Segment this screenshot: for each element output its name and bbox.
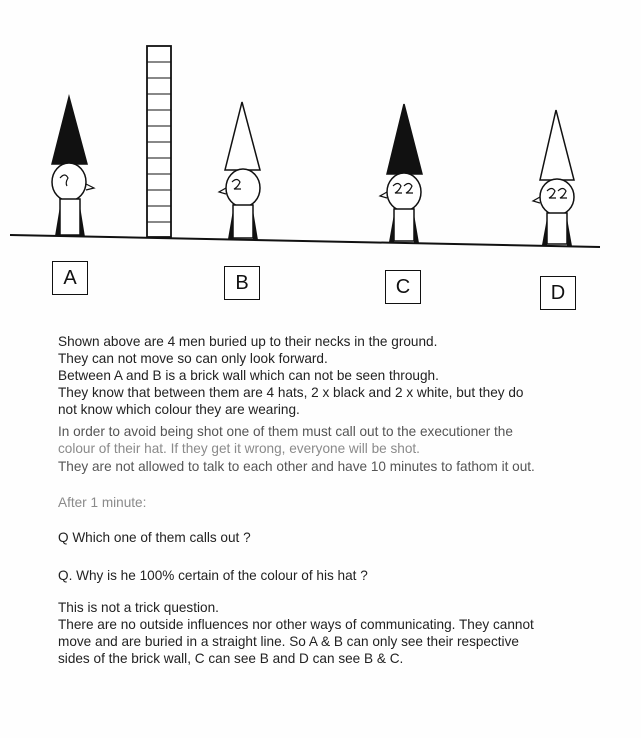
question-2: Q. Why is he 100% certain of the colour of his hat ?	[58, 568, 368, 583]
closing-line-4: sides of the brick wall, C can see B and D can see B & C.	[58, 651, 404, 666]
puzzle-illustration	[0, 0, 641, 310]
hat-a-black	[52, 97, 87, 164]
intro-line-8: They are not allowed to talk to each other and have 10 minutes to fathom it out.	[58, 459, 535, 474]
label-c: C	[385, 270, 421, 304]
intro-line-2: They can not move so can only look forward.	[58, 351, 328, 366]
intro-line-5: not know which colour they are wearing.	[58, 402, 300, 417]
label-a: A	[52, 261, 88, 295]
man-a	[52, 97, 94, 237]
intro-line-7: colour of their hat. If they get it wrong, everyone will be shot.	[58, 441, 420, 456]
intro-line-6: In order to avoid being shot one of them must call out to the executioner the	[58, 424, 513, 439]
intro-line-1: Shown above are 4 men buried up to their necks in the ground.	[58, 334, 438, 349]
man-b	[219, 102, 260, 240]
after-one-minute: After 1 minute:	[58, 495, 147, 510]
ground-line	[10, 235, 600, 247]
hat-d-white	[540, 110, 574, 180]
closing-line-2: There are no outside influences nor other ways of communicating. They cannot	[58, 617, 534, 632]
brick-wall	[147, 46, 171, 237]
intro-line-3: Between A and B is a brick wall which can not be seen through.	[58, 368, 439, 383]
label-d: D	[540, 276, 576, 310]
intro-line-4: They know that between them are 4 hats, 2 x black and 2 x white, but they do	[58, 385, 524, 400]
man-c	[380, 104, 422, 243]
closing-line-3: move and are buried in a straight line. So A & B can only see their respective	[58, 634, 519, 649]
man-d	[533, 110, 574, 246]
question-1: Q Which one of them calls out ?	[58, 530, 251, 545]
closing-line-1: This is not a trick question.	[58, 600, 219, 615]
hat-c-black	[387, 104, 422, 174]
hat-b-white	[225, 102, 260, 170]
label-b: B	[224, 266, 260, 300]
